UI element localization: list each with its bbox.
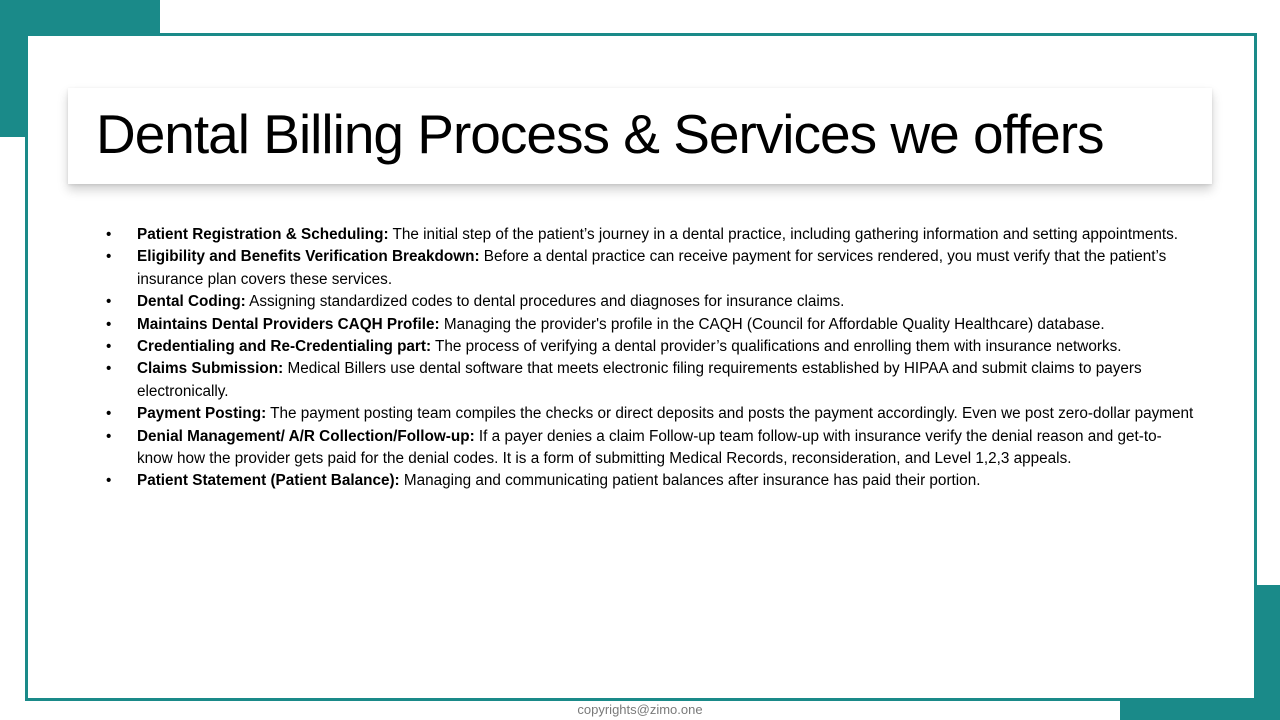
item-text: The process of verifying a dental provider’s qualifications and enrolling them with insurance networks. <box>431 338 1122 356</box>
item-text: Assigning standardized codes to dental procedures and diagnoses for insurance claims. <box>245 293 845 311</box>
item-heading: Claims Submission: <box>137 360 284 378</box>
list-item <box>104 314 1194 336</box>
item-heading: Maintains Dental Providers CAQH Profile: <box>137 315 440 333</box>
item-heading: Payment Posting: <box>137 405 267 423</box>
item-heading: Patient Statement (Patient Balance): <box>137 472 400 490</box>
item-text: The initial step of the patient’s journey in a dental practice, including gathering information and setting appointments. <box>388 226 1178 243</box>
item-heading: Denial Management/ A/R Collection/Follow-up: <box>137 427 475 445</box>
item-text: Managing the provider's profile in the CAQH (Council for Affordable Quality Healthcare) database. <box>439 315 1105 333</box>
list-item <box>104 358 1194 403</box>
item-text: Before a dental practice can receive payment for services rendered, you must verify that the patient’s insurance plan covers these services. <box>137 248 1167 288</box>
item-heading: Credentialing and Re-Credentialing part: <box>137 338 432 356</box>
title-box <box>68 88 1212 184</box>
item-heading: Dental Coding: <box>137 293 246 311</box>
list-item <box>104 403 1194 425</box>
copyright-footer: copyrights@zimo.one <box>577 702 703 717</box>
item-text: If a payer denies a claim Follow-up team follow-up with insurance verify the denial reason and get-to-know how the provider gets paid for the denial codes. It is a form of submitting Medical Records, reconsideration, and Level 1,2,3 appeals. <box>137 427 1162 468</box>
list-item <box>104 224 1194 246</box>
list-item <box>104 470 1194 492</box>
item-text: The payment posting team compiles the checks or direct deposits and posts the payment accordingly. Even we post zero-dollar payment <box>266 405 1194 423</box>
list-item <box>104 291 1194 313</box>
item-heading: Patient Registration & Scheduling: <box>137 226 389 243</box>
list-item <box>104 246 1194 291</box>
item-text: Medical Billers use dental software that meets electronic filing requirements established by HIPAA and submit claims to payers electronically. <box>137 360 1142 400</box>
item-heading: Eligibility and Benefits Verification Breakdown: <box>137 248 480 266</box>
slide-title: Dental Billing Process & Services we offers <box>96 103 1104 165</box>
services-list <box>104 224 1194 493</box>
item-text: Managing and communicating patient balances after insurance has paid their portion. <box>399 472 981 490</box>
list-item <box>104 426 1194 471</box>
list-item <box>104 336 1194 358</box>
